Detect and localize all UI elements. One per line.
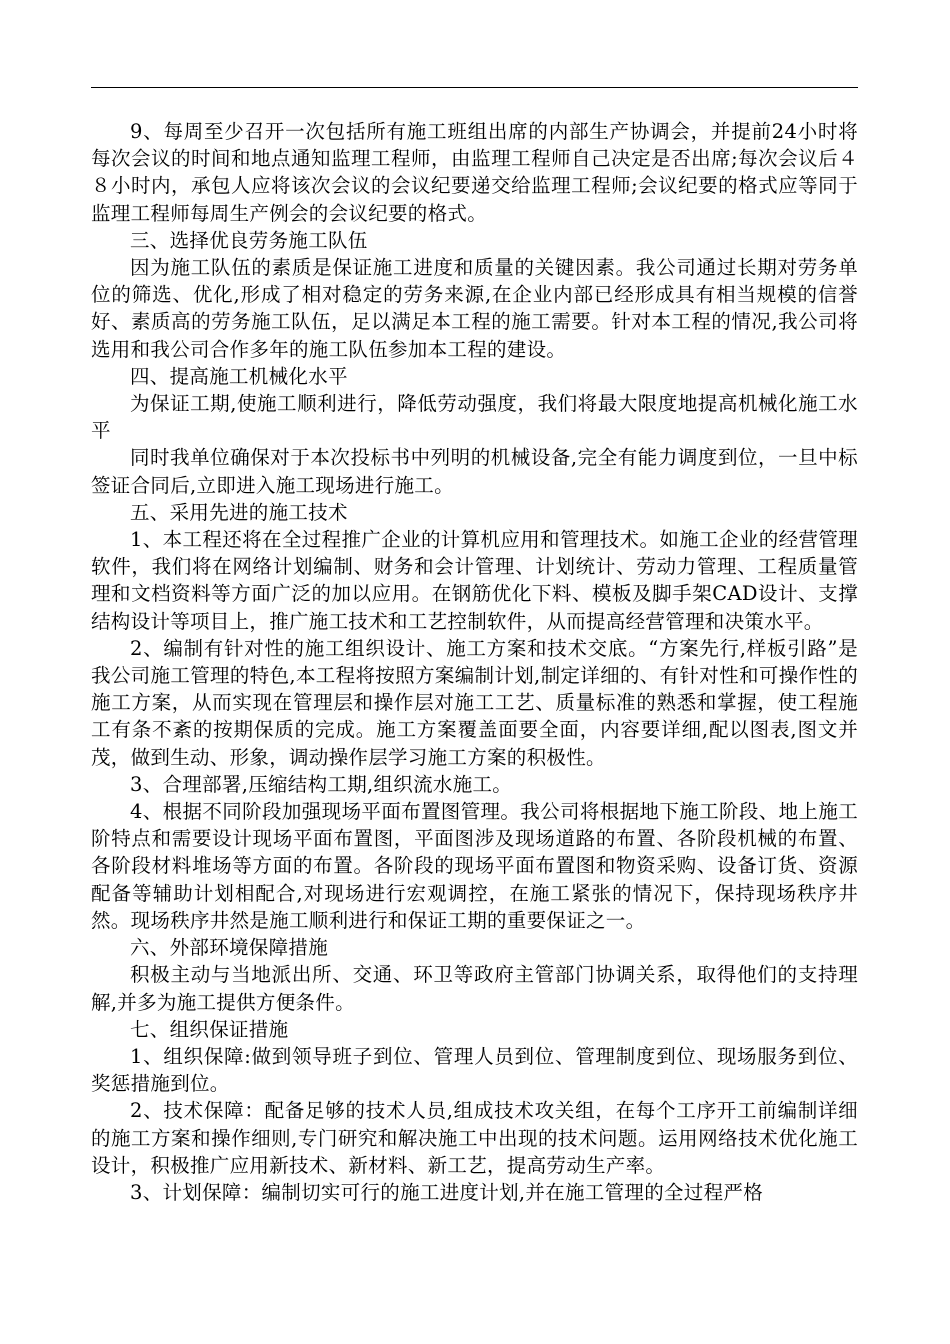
paragraph-tech-2: 2、编制有针对性的施工组织设计、施工方案和技术交底。“方案先行,样板引路”是我公司施工管理的特色,本工程将按照方案编制计划,制定详细的、有针对性和可操作性的施工方案，从而实现在管理层和操作层对施工工艺、质量标准的熟悉和掌握，使工程施工有条不紊的按期保质的完成。施工方案覆盖面要全面，内容要详细,配以图表,图文并茂，做到生动、形象，调动操作层学习施工方案的积极性。 (91, 636, 858, 769)
paragraph-equipment: 同时我单位确保对于本次投标书中列明的机械设备,完全有能力调度到位，一旦中标签证合同后,立即进入施工现场进行施工。 (91, 446, 858, 497)
paragraph-item-9: 9、每周至少召开一次包括所有施工班组出席的内部生产协调会，并提前24小时将每次会议的时间和地点通知监理工程师，由监理工程师自己决定是否出席;每次会议后４８小时内，承包人应将该次会议的会议纪要递交给监理工程师;会议纪要的格式应等同于监理工程师每周生产例会的会议纪要的格式。 (91, 120, 858, 225)
paragraph-tech-4: 4、根据不同阶段加强现场平面布置图管理。我公司将根据地下施工阶段、地上施工阶特点和需要设计现场平面布置图，平面图涉及现场道路的布置、各阶段机械的布置、各阶段材料堆场等方面的布置。各阶段的现场平面布置图和物资采购、设备订货、资源配备等辅助计划相配合,对现场进行宏观调控，在施工紧张的情况下，保持现场秩序井然。现场秩序井然是施工顺利进行和保证工期的重要保证之一。 (91, 800, 858, 932)
paragraph-mechanization: 为保证工期,使施工顺利进行，降低劳动强度，我们将最大限度地提高机械化施工水平 (91, 392, 858, 443)
paragraph-environment: 积极主动与当地派出所、交通、环卫等政府主管部门协调关系，取得他们的支持理解,并多为施工提供方便条件。 (91, 963, 858, 1014)
section-heading-3: 三、选择优良劳务施工队伍 (130, 228, 368, 252)
paragraph-org-3: 3、计划保障：编制切实可行的施工进度计划,并在施工管理的全过程严格 (130, 1180, 764, 1204)
section-heading-5: 五、采用先进的施工技术 (130, 500, 348, 524)
document-body (91, 118, 858, 1206)
paragraph-tech-3: 3、合理部署,压缩结构工期,组织流水施工。 (130, 772, 513, 796)
header-rule (91, 87, 858, 88)
paragraph-org-2: 2、技术保障：配备足够的技术人员,组成技术攻关组，在每个工序开工前编制详细的施工方案和操作细则,专门研究和解决施工中出现的技术问题。运用网络技术优化施工设计，积极推广应用新技术、新材料、新工艺，提高劳动生产率。 (91, 1099, 858, 1177)
section-heading-4: 四、提高施工机械化水平 (130, 364, 348, 388)
paragraph-org-1: 1、组织保障:做到领导班子到位、管理人员到位、管理制度到位、现场服务到位、奖惩措施到位。 (91, 1044, 858, 1096)
paragraph-labor-teams: 因为施工队伍的素质是保证施工进度和质量的关键因素。我公司通过长期对劳务单位的筛选、优化,形成了相对稳定的劳务来源,在企业内部已经形成具有相当规模的信誉好、素质高的劳务施工队伍，足以满足本工程的施工需要。针对本工程的情况,我公司将选用和我公司合作多年的施工队伍参加本工程的建设。 (91, 256, 858, 361)
section-heading-7: 七、组织保证措施 (130, 1017, 289, 1041)
paragraph-tech-1: 1、本工程还将在全过程推广企业的计算机应用和管理技术。如施工企业的经营管理软件，我们将在网络计划编制、财务和会计管理、计划统计、劳动力管理、工程质量管理和文档资料等方面广泛的加以应用。在钢筋优化下料、模板及脚手架CAD设计、支撑结构设计等项目上，推广施工技术和工艺控制软件，从而提高经营管理和决策水平。 (91, 528, 858, 633)
section-heading-6: 六、外部环境保障措施 (130, 936, 329, 960)
